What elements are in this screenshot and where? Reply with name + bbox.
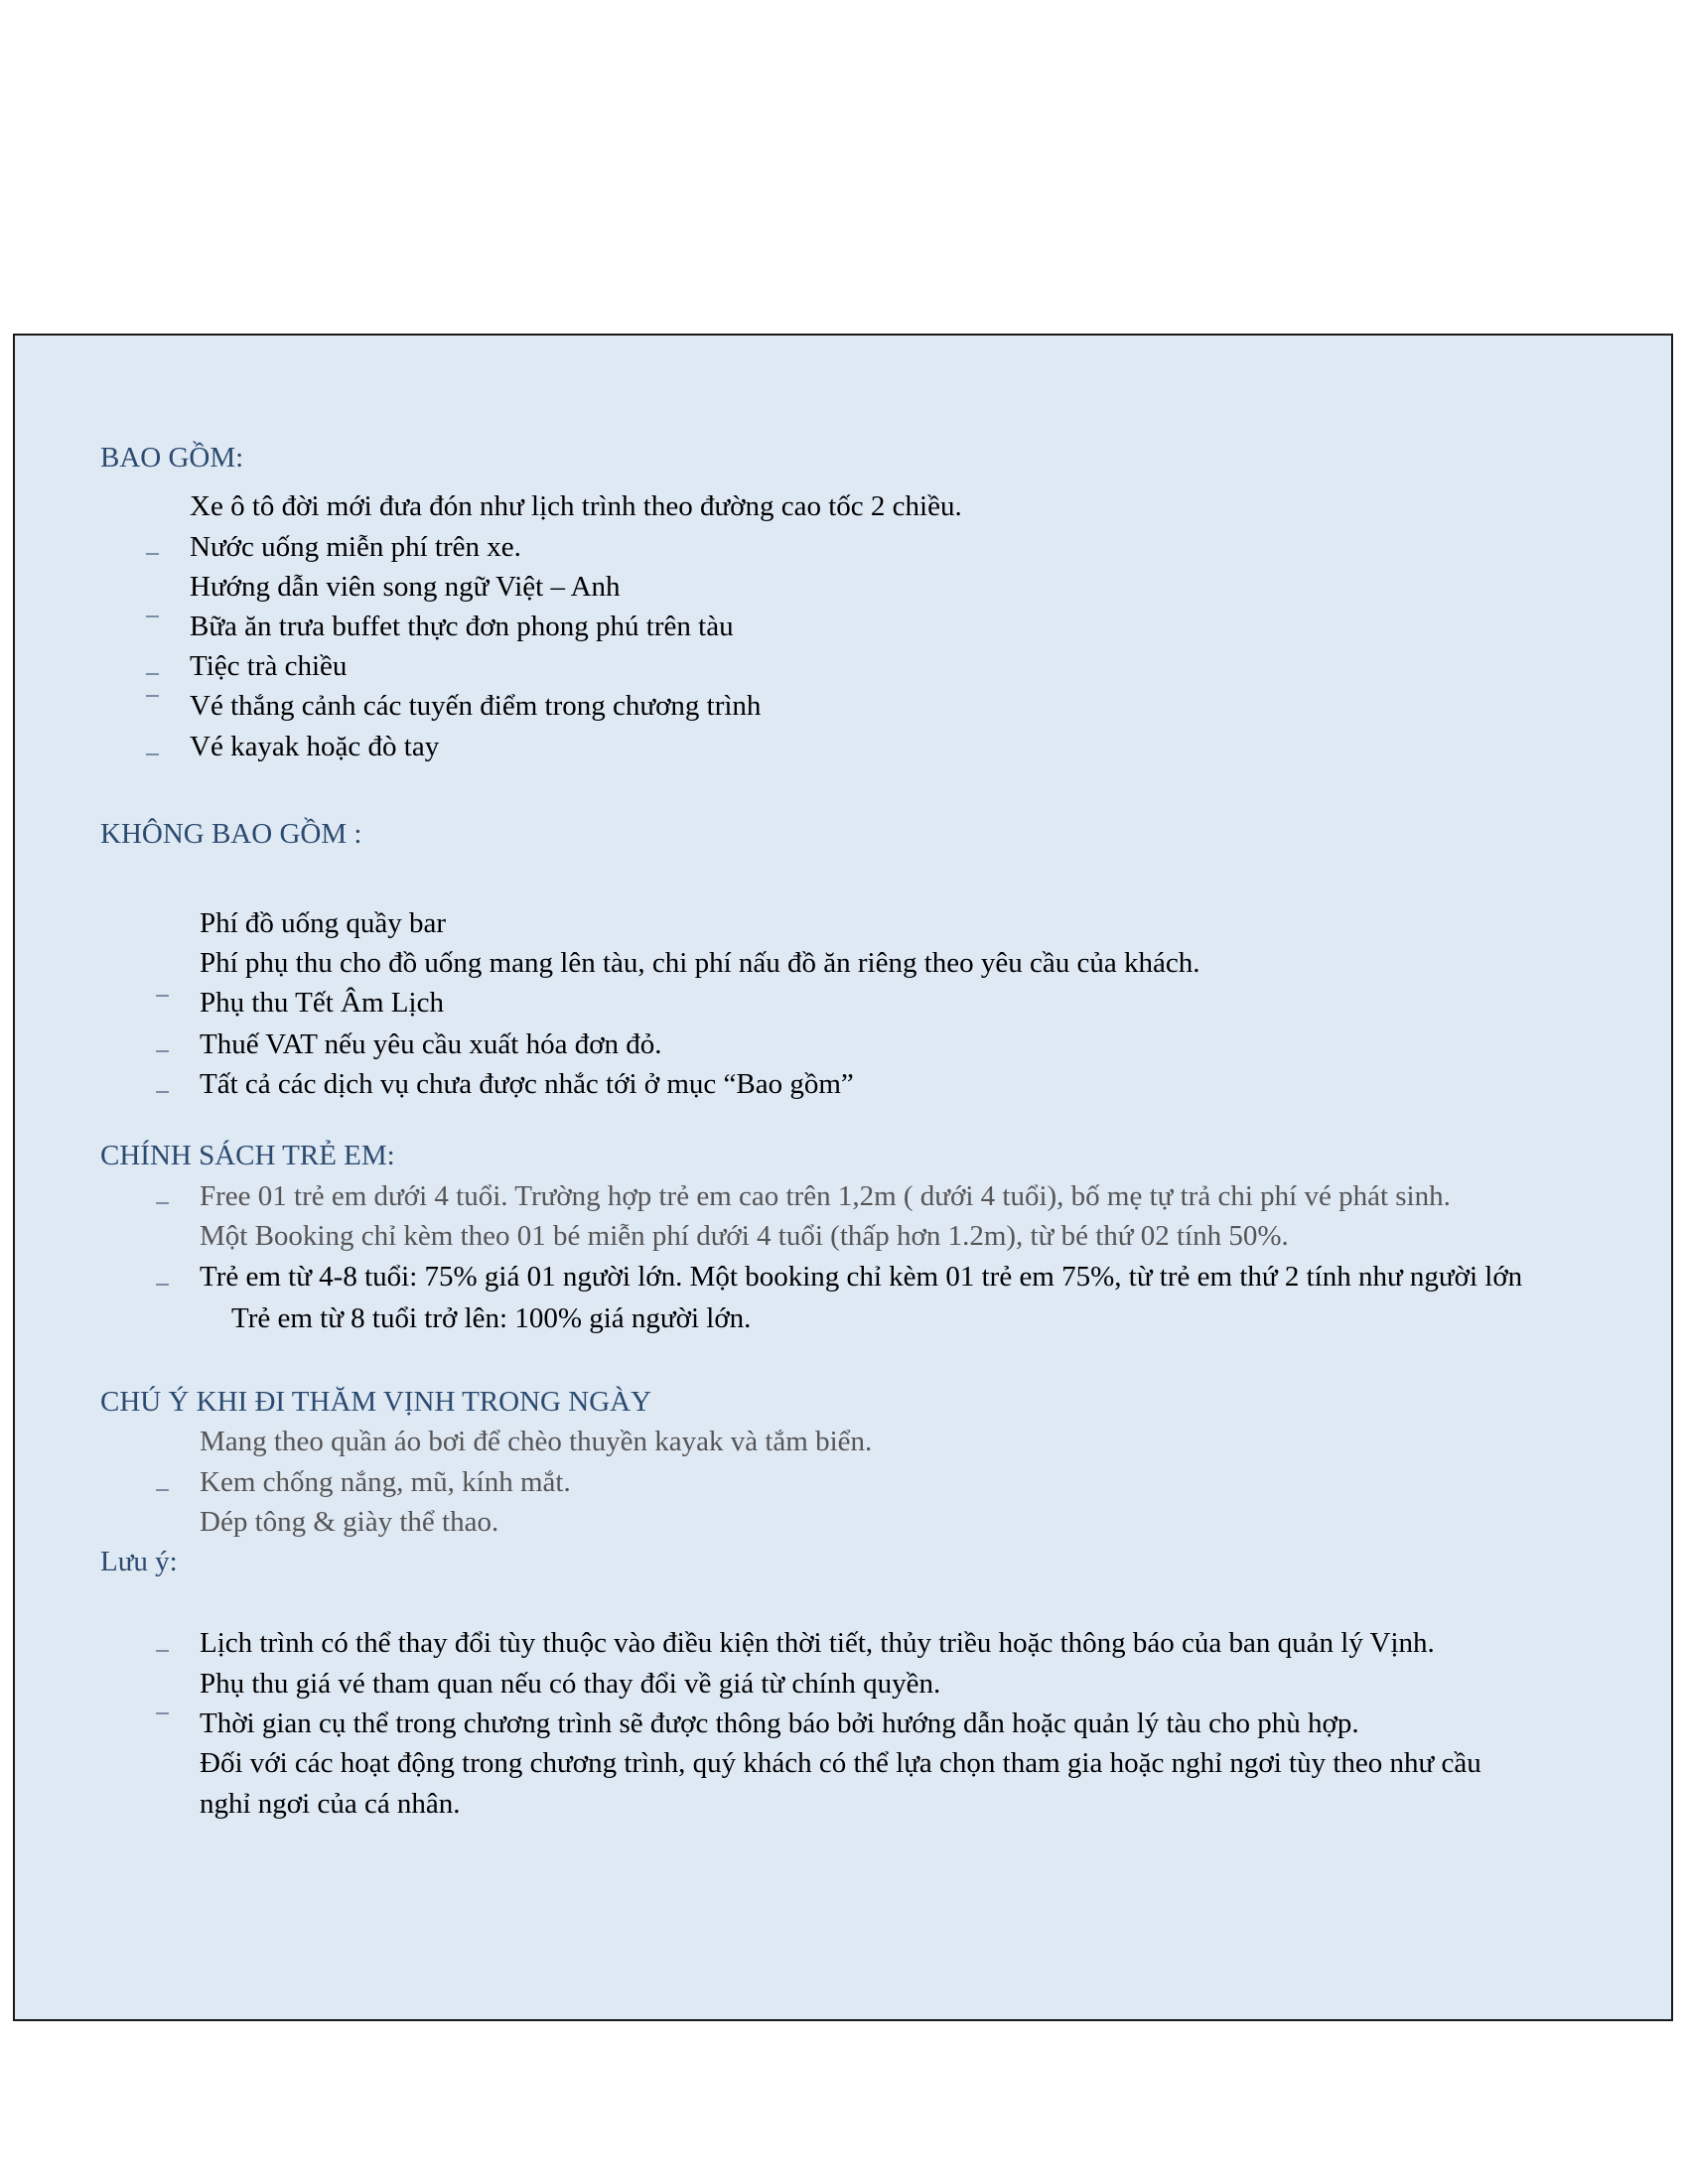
included-item: Tiệc trà chiều bbox=[190, 650, 348, 682]
bullet-dash-icon bbox=[146, 753, 159, 755]
notes-item: Lịch trình có thể thay đổi tùy thuộc vào điều kiện thời tiết, thủy triều hoặc thông báo của ban quản lý Vịnh. bbox=[200, 1627, 1435, 1659]
included-item: Xe ô tô đời mới đưa đón như lịch trình theo đường cao tốc 2 chiều. bbox=[190, 490, 962, 522]
notes-item: Thời gian cụ thể trong chương trình sẽ được thông báo bởi hướng dẫn hoặc quản lý tàu cho phù hợp. bbox=[200, 1707, 1359, 1739]
children-item: Một Booking chỉ kèm theo 01 bé miễn phí dưới 4 tuổi (thấp hơn 1.2m), từ bé thứ 02 tính 50%. bbox=[200, 1220, 1289, 1252]
notes-item: nghỉ ngơi của cá nhân. bbox=[200, 1788, 461, 1820]
included-item: Vé thắng cảnh các tuyến điểm trong chương trình bbox=[190, 690, 762, 722]
bullet-dash-icon bbox=[156, 1091, 169, 1093]
notes-item: Đối với các hoạt động trong chương trình, quý khách có thể lựa chọn tham gia hoặc nghỉ ngơi tùy theo như cầu bbox=[200, 1747, 1481, 1779]
day-trip-item: Dép tông & giày thể thao. bbox=[200, 1506, 499, 1538]
bullet-dash-icon bbox=[156, 1050, 169, 1052]
included-item: Bữa ăn trưa buffet thực đơn phong phú trên tàu bbox=[190, 611, 734, 642]
bullet-dash-icon bbox=[156, 1650, 169, 1652]
excluded-item: Thuế VAT nếu yêu cầu xuất hóa đơn đỏ. bbox=[200, 1028, 662, 1060]
bullet-dash-icon bbox=[156, 1712, 169, 1714]
children-item: Trẻ em từ 8 tuổi trở lên: 100% giá người lớn. bbox=[231, 1302, 752, 1334]
bullet-dash-icon bbox=[156, 1202, 169, 1204]
notes-item: Phụ thu giá vé tham quan nếu có thay đổi về giá từ chính quyền. bbox=[200, 1668, 941, 1700]
day-trip-heading: CHÚ Ý KHI ĐI THĂM VỊNH TRONG NGÀY bbox=[100, 1386, 652, 1418]
day-trip-item: Mang theo quần áo bơi để chèo thuyền kayak và tắm biển. bbox=[200, 1426, 873, 1457]
excluded-heading: KHÔNG BAO GỒM : bbox=[100, 818, 362, 850]
bullet-dash-icon bbox=[156, 995, 169, 997]
bullet-dash-icon bbox=[146, 553, 159, 555]
notes-heading: Lưu ý: bbox=[100, 1546, 178, 1577]
bullet-dash-icon bbox=[156, 1284, 169, 1286]
excluded-item: Phí phụ thu cho đồ uống mang lên tàu, chi phí nấu đồ ăn riêng theo yêu cầu của khách. bbox=[200, 947, 1200, 979]
included-item: Nước uống miễn phí trên xe. bbox=[190, 531, 521, 563]
children-item: Free 01 trẻ em dưới 4 tuổi. Trường hợp trẻ em cao trên 1,2m ( dưới 4 tuổi), bố mẹ tự trả chi phí vé phát sinh. bbox=[200, 1180, 1451, 1212]
bullet-dash-icon bbox=[156, 1489, 169, 1491]
children-item: Trẻ em từ 4-8 tuổi: 75% giá 01 người lớn. Một booking chỉ kèm 01 trẻ em 75%, từ trẻ em thứ 2 tính như người lớn bbox=[200, 1261, 1523, 1293]
excluded-item: Phụ thu Tết Âm Lịch bbox=[200, 987, 444, 1019]
children-heading: CHÍNH SÁCH TRẺ EM: bbox=[100, 1140, 395, 1171]
bullet-dash-icon bbox=[146, 615, 159, 617]
included-item: Vé kayak hoặc đò tay bbox=[190, 731, 440, 762]
bullet-dash-icon bbox=[146, 673, 159, 675]
excluded-item: Phí đồ uống quầy bar bbox=[200, 907, 447, 939]
bullet-dash-icon bbox=[146, 695, 159, 697]
included-item: Hướng dẫn viên song ngữ Việt – Anh bbox=[190, 571, 621, 603]
excluded-item: Tất cả các dịch vụ chưa được nhắc tới ở mục “Bao gồm” bbox=[200, 1068, 854, 1100]
included-heading: BAO GỒM: bbox=[100, 442, 244, 474]
day-trip-item: Kem chống nắng, mũ, kính mắt. bbox=[200, 1466, 571, 1498]
